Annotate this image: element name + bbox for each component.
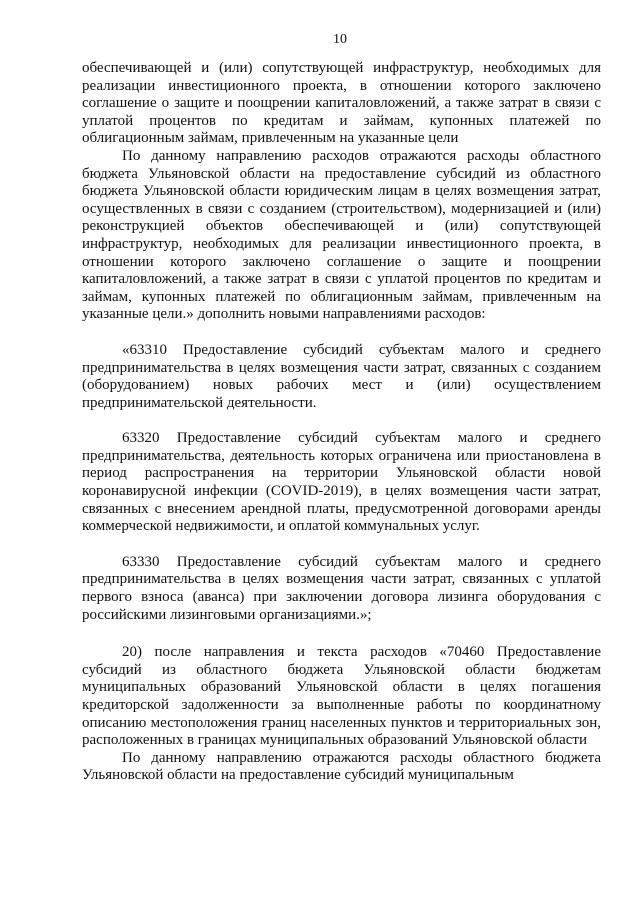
paragraph-expense-description-2: По данному направлению отражаются расходы областного бюджета Ульяновской области на предоставление субсидий муниципальным [82,749,601,784]
paragraph-expense-description: По данному направлению расходов отражаются расходы областного бюджета Ульяновской области на предоставление субсидий из областного бюджета Ульяновской области юридическим лицам в целях возмещения затрат, осуществленных в связи с созданием (строительством), модернизацией и (или) реконструкцией объектов обеспечивающей и (или) сопутствующей инфраструктур, необходимых для реализации инвестиционного проекта, в отношении которого заключено соглашение о защите и поощрении капиталовложений, а также затрат в связи с уплатой процентов по кредитам и займам, купонных платежей по облигационным займам, привлеченным на указанные цели.» дополнить новыми направлениями расходов: [82,147,601,323]
paragraph-item-20: 20) после направления и текста расходов «70460 Предоставление субсидий из областного бюджета Ульяновской области бюджетам муниципальных образований Ульяновской области в целях погашения кредиторской задолженности за выполненные работы по координатному описанию местоположения границ населенных пунктов и территориальных зон, расположенных в границах муниципальных образований Ульяновской области [82,644,601,749]
document-body [82,60,601,785]
paragraph-63330: 63330 Предоставление субсидий субъектам малого и среднего предпринимательства в целях возмещения части затрат, связанных с уплатой первого взноса (аванса) при заключении договора лизинга оборудования с российскими лизинговыми организациями.»; [82,553,601,623]
paragraph-continuation: обеспечивающей и (или) сопутствующей инфраструктур, необходимых для реализации инвестиционного проекта, в отношении которого заключено соглашение о защите и поощрении капиталовложений, а также затрат в связи с уплатой процентов по кредитам и займам, купонных платежей по облигационным займам, привлеченным на указанные цели [82,60,601,147]
page-number: 10 [333,32,347,47]
paragraph-63310: «63310 Предоставление субсидий субъектам малого и среднего предпринимательства в целях возмещения части затрат, связанных с созданием (оборудованием) новых рабочих мест и (или) осуществлением предпринимательской деятельности. [82,341,601,411]
paragraph-63320: 63320 Предоставление субсидий субъектам малого и среднего предпринимательства, деятельность которых ограничена или приостановлена в период распространения на территории Ульяновской области новой коронавирусной инфекции (COVID-2019), в целях возмещения части затрат, связанных с внесением арендной платы, предусмотренной договорами аренды коммерческой недвижимости, и оплатой коммунальных услуг. [82,430,601,535]
